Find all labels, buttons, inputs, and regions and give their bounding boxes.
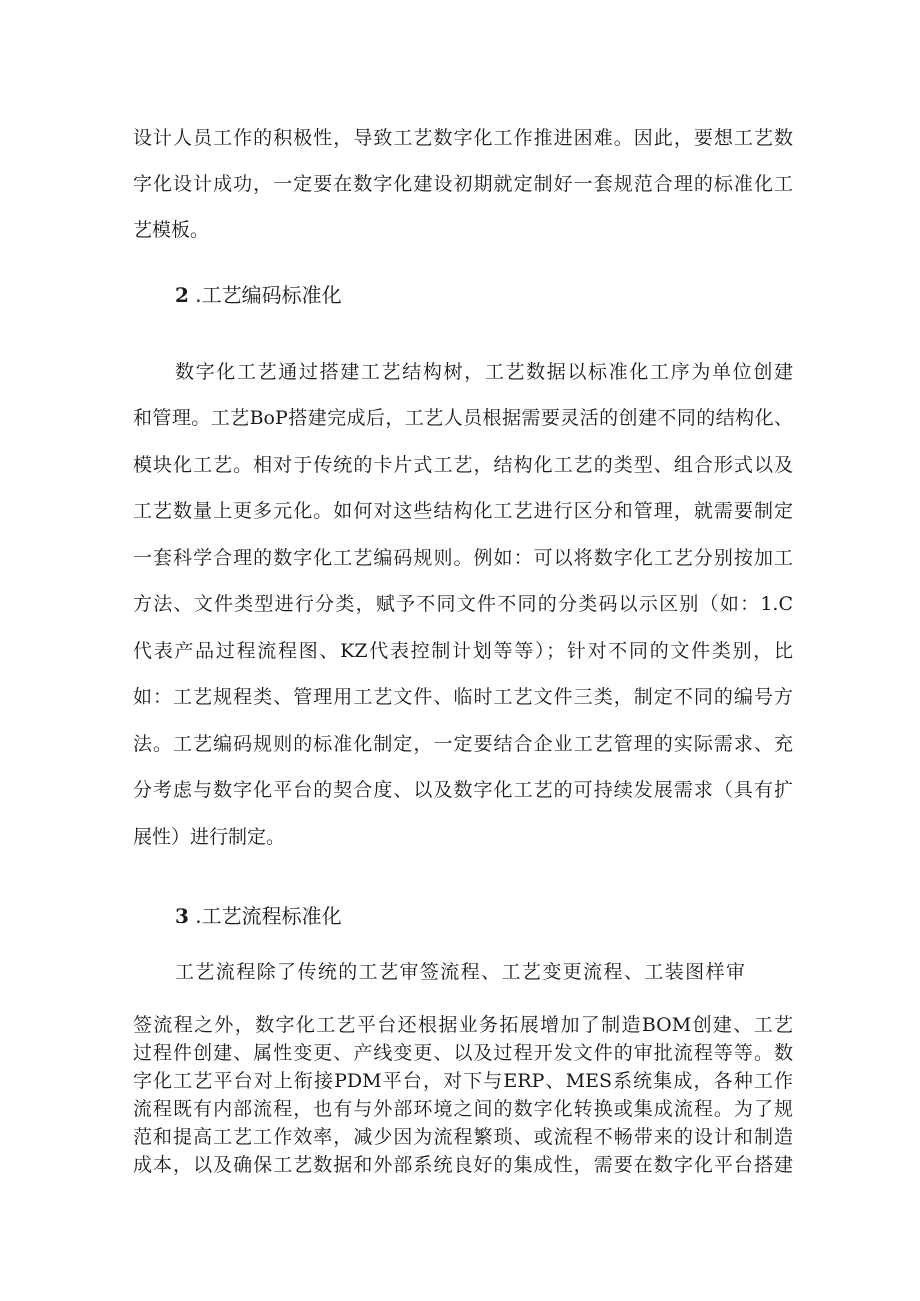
para3-line-3: 过程件创建、属性变更、产线变更、以及过程开发文件的审批流程等等。数 (133, 1042, 793, 1064)
para3-line-1: 工艺流程除了传统的工艺审签流程、工艺变更流程、工装图样审 (175, 961, 745, 983)
section-2-heading (175, 281, 342, 309)
para2-line-8: 如：工艺规程类、管理用工艺文件、临时工艺文件三类，制定不同的编号方 (133, 686, 793, 708)
para3-line-7: 成本，以及确保工艺数据和外部系统良好的集成性，需要在数字化平台搭建 (133, 1154, 793, 1176)
para3-line-6: 范和提高工艺工作效率，减少因为流程繁琐、或流程不畅带来的设计和制造 (133, 1126, 793, 1148)
para1-line-3: 艺模板。 (133, 219, 210, 241)
para1-line-2: 字化设计成功，一定要在数字化建设初期就定制好一套规范合理的标准化工 (133, 173, 793, 195)
section-3-number: 3 (175, 904, 189, 928)
para2-line-4: 工艺数量上更多元化。如何对这些结构化工艺进行区分和管理，就需要制定 (133, 500, 793, 522)
para3-line-2: 签流程之外，数字化工艺平台还根据业务拓展增加了制造BOM创建、工艺 (133, 1014, 793, 1036)
para2-line-10: 分考虑与数字化平台的契合度、以及数字化工艺的可持续发展需求（具有扩 (133, 779, 793, 801)
section-3-title: .工艺流程标准化 (195, 904, 342, 928)
para1-line-1: 设计人员工作的积极性，导致工艺数字化工作推进困难。因此，要想工艺数 (133, 127, 793, 149)
para2-line-6: 方法、文件类型进行分类，赋予不同文件不同的分类码以示区别（如：1.C (133, 593, 793, 615)
para2-line-1: 数字化工艺通过搭建工艺结构树，工艺数据以标准化工序为单位创建 (175, 361, 793, 383)
section-2-number: 2 (175, 283, 189, 307)
para2-line-2: 和管理。工艺BoP搭建完成后，工艺人员根据需要灵活的创建不同的结构化、 (133, 407, 793, 429)
para2-line-9: 法。工艺编码规则的标准化制定，一定要结合企业工艺管理的实际需求、充 (133, 733, 793, 755)
section-3-heading (175, 902, 342, 930)
para2-line-3: 模块化工艺。相对于传统的卡片式工艺，结构化工艺的类型、组合形式以及 (133, 454, 793, 476)
para2-line-5: 一套科学合理的数字化工艺编码规则。例如：可以将数字化工艺分别按加工 (133, 547, 793, 569)
section-2-title: .工艺编码标准化 (195, 283, 342, 307)
para2-line-11: 展性）进行制定。 (133, 826, 286, 848)
para3-line-5: 流程既有内部流程，也有与外部环境之间的数字化转换或集成流程。为了规 (133, 1098, 793, 1120)
para2-line-7: 代表产品过程流程图、KZ代表控制计划等等）；针对不同的文件类别，比 (133, 640, 793, 662)
para3-line-4: 字化工艺平台对上衔接PDM平台，对下与ERP、MES系统集成，各种工作 (133, 1070, 793, 1092)
